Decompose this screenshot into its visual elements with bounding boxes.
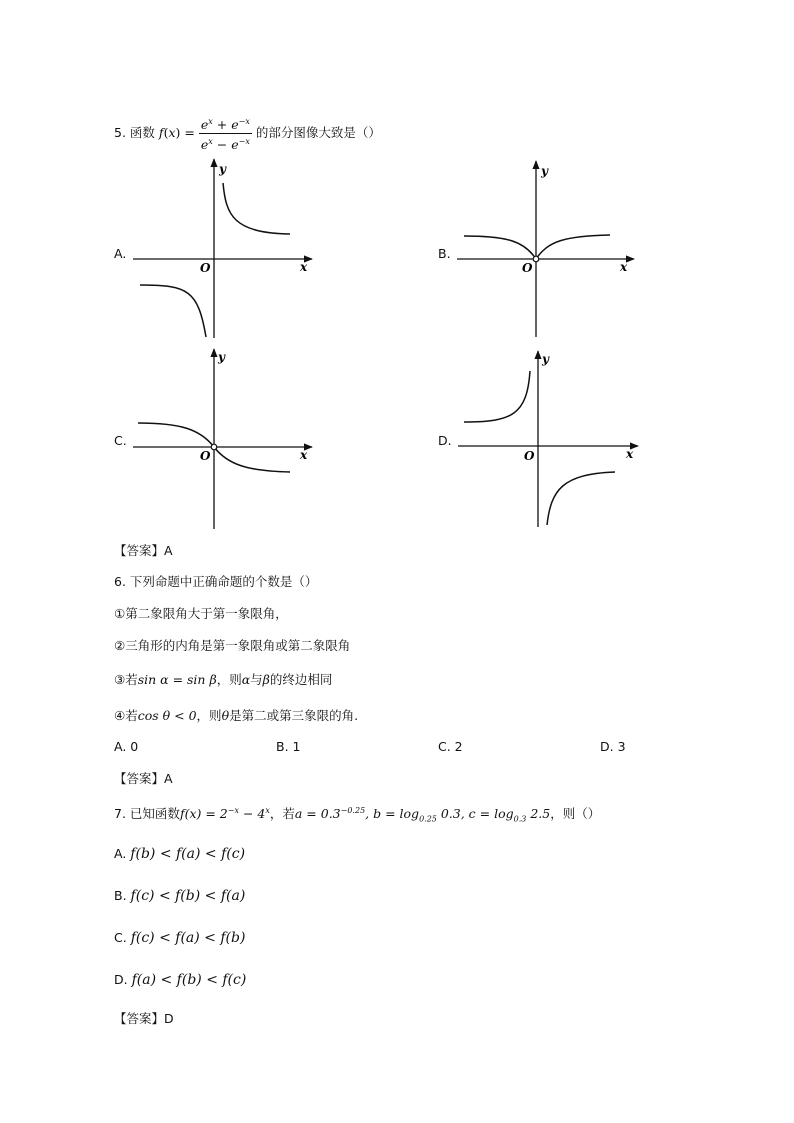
q6-stem: 6. 下列命题中正确命题的个数是（） — [114, 574, 318, 589]
q7-option-b: B. f(c) < f(b) < f(a) — [114, 888, 246, 904]
graph-d-origin: O — [524, 449, 535, 463]
q6-s4-text-b: ，则 — [196, 708, 222, 723]
q6-s3-text-c: 与 — [250, 672, 263, 687]
graph-a-curve-left — [140, 285, 206, 337]
graph-a-curve-right — [223, 183, 290, 234]
q5-denominator: $e^x - e^{-x}$ — [200, 137, 250, 153]
graph-a — [128, 155, 318, 340]
q7-function: $f(x) = 2^{-x} - 4^x$ — [179, 805, 270, 821]
q5-stem — [114, 114, 381, 152]
q7-option-a: A. f(b) < f(a) < f(c) — [114, 846, 246, 862]
graph-b-label: B. — [438, 246, 451, 261]
q7-number: 7. — [114, 806, 126, 821]
graph-c-open-point — [211, 444, 217, 450]
q5-answer-value: A — [164, 543, 173, 558]
graph-b-open-point — [533, 256, 539, 262]
q7-tail: ，则（） — [550, 806, 601, 821]
graph-b-x-label: x — [620, 260, 628, 274]
q7-answer-value: D — [164, 1011, 174, 1026]
q6-s4-math-1: cos θ < 0 — [137, 708, 197, 723]
graph-b-y-label: y — [541, 164, 548, 178]
graph-a-y-label: y — [219, 162, 226, 176]
q7-definitions: $a = 0.3^{-0.25}$, $b = \log_{0.25} 0.3$, $c = \log_{0.3} 2.5$ — [294, 805, 551, 824]
q6-s4-text-a: ④若 — [114, 708, 138, 723]
q7-mid: ，若 — [269, 806, 295, 821]
q5-numerator: $e^x + e^{-x}$ — [199, 114, 252, 134]
graph-b-origin: O — [522, 261, 533, 275]
graph-b-curve-left — [464, 236, 536, 259]
graph-b-curve-right — [536, 235, 610, 259]
q6-statement-2: ②三角形的内角是第一象限角或第二象限角 — [114, 638, 351, 653]
graph-d-y-label: y — [542, 352, 549, 366]
graph-a-label: A. — [114, 246, 127, 261]
q6-s3-text-a: ③若 — [114, 672, 138, 687]
q6-s4-text-c: 是第二或第三象限的角. — [229, 708, 359, 723]
graph-d — [452, 345, 642, 530]
q7-option-d: D. f(a) < f(b) < f(c) — [114, 972, 247, 988]
q6-s4-math-2: θ — [221, 708, 230, 723]
q6-s3-text-b: ，则 — [216, 672, 242, 687]
q7-stem — [114, 804, 600, 824]
q6-statement-3 — [114, 670, 332, 688]
graph-c-x-label: x — [300, 448, 308, 462]
q5-suffix: 的部分图像大致是（） — [255, 125, 381, 141]
q6-s3-math-2: α — [241, 672, 251, 687]
q6-answer-tag: 【答案】 — [114, 771, 165, 786]
q7-answer-tag: 【答案】 — [114, 1011, 165, 1026]
q6-s3-math-1: sin α = sin β — [137, 672, 217, 687]
q6-statement-1: ①第二象限角大于第一象限角， — [114, 606, 288, 621]
graph-a-origin: O — [200, 261, 211, 275]
q7-prefix: 已知函数 — [129, 806, 180, 821]
q5-func: f(x) = — [158, 125, 195, 141]
q5-fraction — [199, 114, 252, 153]
q6-s3-math-3: β — [262, 672, 270, 687]
q6-answer-value: A — [164, 771, 173, 786]
graph-a-x-label: x — [300, 260, 308, 274]
graph-c-curve-left — [138, 423, 214, 447]
q5-answer — [114, 541, 173, 559]
graph-d-curve-left — [464, 371, 530, 422]
q6-statement-4 — [114, 706, 358, 724]
q6-option-a: A. 0 — [114, 739, 139, 754]
graph-c-y-label: y — [218, 350, 225, 364]
graph-d-curve-right — [547, 472, 615, 525]
q5-prefix: 函数 — [129, 125, 155, 141]
graph-c — [128, 345, 318, 530]
q5-answer-tag: 【答案】 — [114, 543, 165, 558]
q6-option-c: C. 2 — [438, 739, 463, 754]
graph-d-label: D. — [438, 433, 452, 448]
graph-d-x-label: x — [626, 447, 634, 461]
graph-b — [452, 155, 642, 340]
q6-option-b: B. 1 — [276, 739, 301, 754]
graph-c-origin: O — [200, 449, 211, 463]
graph-c-curve-right — [214, 447, 290, 472]
q6-s3-text-d: 的终边相同 — [269, 672, 333, 687]
q6-option-d: D. 3 — [600, 739, 626, 754]
q7-option-c: C. f(c) < f(a) < f(b) — [114, 930, 246, 946]
q7-answer — [114, 1009, 174, 1027]
graph-c-label: C. — [114, 433, 127, 448]
q5-number: 5. — [114, 125, 126, 141]
q6-answer — [114, 769, 173, 787]
